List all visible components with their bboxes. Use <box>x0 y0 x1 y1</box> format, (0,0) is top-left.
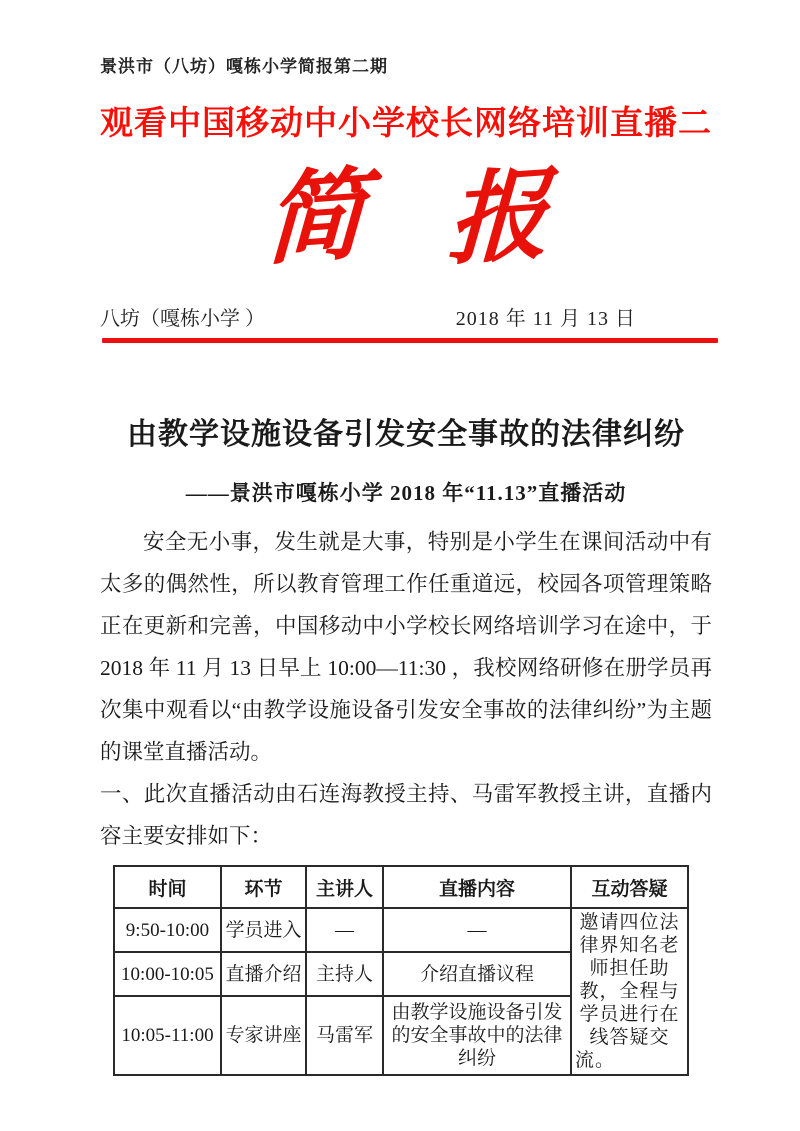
cell-stage: 专家讲座 <box>221 996 306 1075</box>
cell-time: 10:00-10:05 <box>114 952 221 996</box>
paragraph: 一、此次直播活动由石连海教授主持、马雷军教授主讲，直播内容主要安排如下： <box>100 782 712 848</box>
header-cell-speaker: 主讲人 <box>306 866 383 908</box>
cell-speaker: — <box>306 908 383 952</box>
banner-char-bao: 报 <box>445 159 550 278</box>
header-cell-stage: 环节 <box>221 866 306 908</box>
banner-char-jian: 简 <box>262 159 367 278</box>
cell-stage: 学员进入 <box>221 908 306 952</box>
schedule-table <box>113 865 689 1076</box>
merged-note-cell: 邀请四位法律界知名老师担任助教，全程与学员进行在线答疑交流。 <box>571 908 688 1075</box>
article-subtitle: ——景洪市嘎栋小学 2018 年“11.13”直播活动 <box>185 481 627 505</box>
header-cell-time: 时间 <box>114 866 221 908</box>
issue-date: 2018 年 11 月 13 日 <box>455 308 636 330</box>
table-row <box>114 908 688 952</box>
cell-content: 介绍直播议程 <box>383 952 571 996</box>
cell-speaker: 主持人 <box>306 952 383 996</box>
bulletin-banner <box>100 160 712 288</box>
cell-speaker: 马雷军 <box>306 996 383 1075</box>
page-title: 观看中国移动中小学校长网络培训直播二 <box>100 106 712 142</box>
cell-time: 9:50-10:00 <box>114 908 221 952</box>
red-divider <box>102 338 718 343</box>
cell-time: 10:05-11:00 <box>114 996 221 1075</box>
table-header-row <box>114 866 688 908</box>
cell-stage: 直播介绍 <box>221 952 306 996</box>
issuer-date-row <box>100 302 712 331</box>
issuer-name: 八坊（嘎栋小学 ） <box>100 308 265 330</box>
paragraph: 安全无小事，发生就是大事，特别是小学生在课间活动中有太多的偶然性，所以教育管理工作任重道远，校园各项管理策略正在更新和完善，中国移动中小学校长网络培训学习在途中，于 2018 年 11 月 13 日早上 10:00—11:30 ，我校网络研修在册学员再次集中观看以“由教学设施设备引发安全事故的法律纠纷”为主题的课堂直播活动。 <box>100 530 712 764</box>
issue-header: 景洪市（八坊）嘎栋小学简报第二期 <box>100 57 388 76</box>
header-cell-content: 直播内容 <box>383 866 571 908</box>
cell-content: 由教学设施设备引发的安全事故中的法律纠纷 <box>383 996 571 1075</box>
article-title: 由教学设施设备引发安全事故的法律纠纷 <box>127 418 685 451</box>
cell-content: — <box>383 908 571 952</box>
header-cell-qa: 互动答疑 <box>571 866 688 908</box>
article-body <box>100 521 712 857</box>
